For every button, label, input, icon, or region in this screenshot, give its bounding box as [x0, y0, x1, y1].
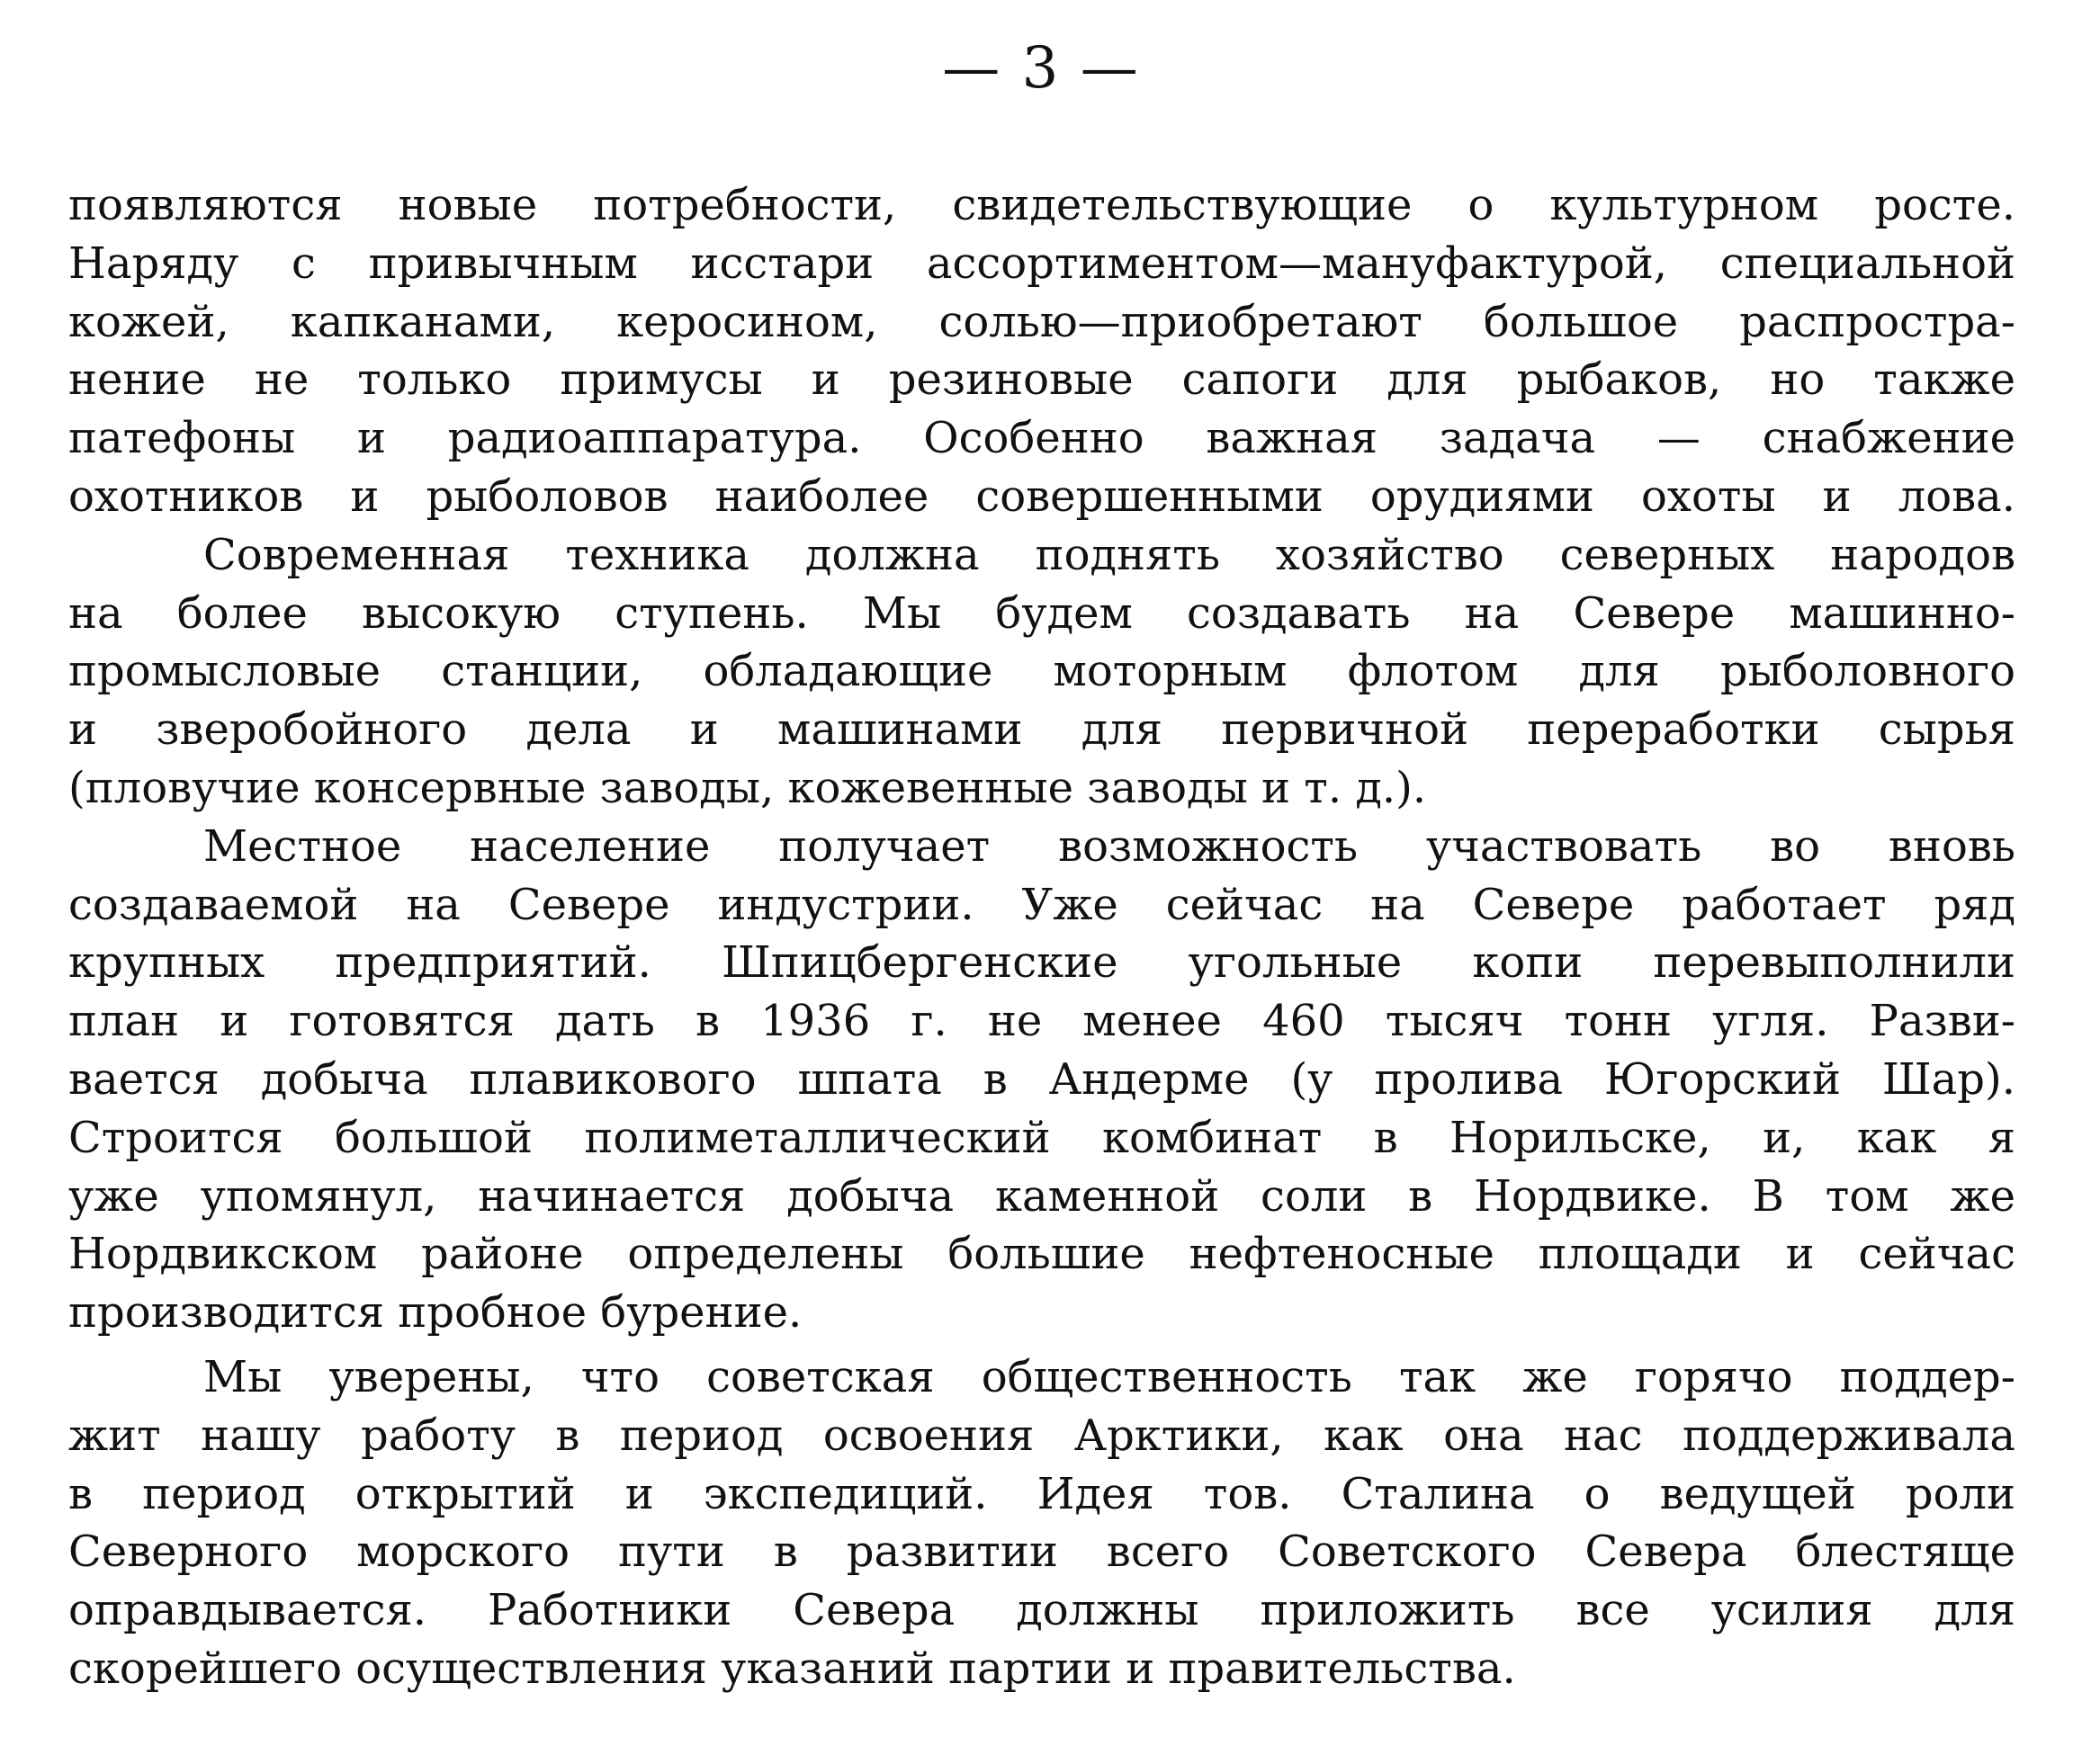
paragraph-3 — [68, 818, 2015, 1342]
text-line: охотников и рыболовов наиболее совершенными орудиями охоты и лова. — [68, 470, 2015, 522]
paragraph-2 — [68, 526, 2015, 818]
text-body — [68, 176, 2015, 1698]
text-line: скорейшего осуществления указаний партии и правительства. — [68, 1643, 1516, 1694]
page-number: — 3 — — [942, 35, 1140, 102]
text-line: Северного морского пути в развитии всего Советского Севера блестяще — [68, 1527, 2015, 1578]
paragraph-1 — [68, 176, 2015, 526]
text-line: (пловучие консервные заводы, кожевенные заводы и т. д.). — [68, 762, 1427, 813]
text-line: Наряду с привычным исстари ассортиментом—мануфактурой, специальной — [68, 237, 2015, 289]
text-line: Современная техника должна поднять хозяйство северных народов — [203, 529, 2015, 580]
text-line: промысловые станции, обладающие моторным флотом для рыболовного — [68, 646, 2015, 697]
text-line: нение не только примусы и резиновые сапоги для рыбаков, но также — [68, 354, 2015, 406]
text-line: кожей, капканами, керосином, солью—приобретают большое распростра- — [68, 296, 2015, 347]
text-line: появляются новые потребности, свидетельствующие о культурном росте. — [68, 180, 2015, 230]
text-line: создаваемой на Севере индустрии. Уже сейчас на Севере работает ряд — [68, 879, 2015, 930]
text-line: уже упомянул, начинается добыча каменной соли в Нордвике. В том же — [68, 1170, 2015, 1222]
text-line: Местное население получает возможность участвовать во вновь — [203, 820, 2015, 872]
text-line: патефоны и радиоаппаратура. Особенно важная задача — снабжение — [68, 413, 2015, 464]
text-line: крупных предприятий. Шпицбергенские угольные копи перевыполнили — [68, 937, 2015, 989]
text-line: Нордвикском районе определены большие нефтеносные площади и сейчас — [68, 1229, 2015, 1280]
text-line: оправдывается. Работники Севера должны приложить все усилия для — [68, 1585, 2015, 1636]
text-line: Мы уверены, что советская общественность так же горячо поддер- — [203, 1351, 2015, 1402]
text-line: и зверобойного дела и машинами для первичной переработки сырья — [68, 704, 2015, 756]
paragraph-4 — [68, 1348, 2015, 1698]
text-line: в период открытий и экспедиций. Идея тов. Сталина о ведущей роли — [68, 1468, 2015, 1519]
text-line: жит нашу работу в период освоения Арктики, как она нас поддерживала — [68, 1410, 2015, 1461]
text-line: план и готовятся дать в 1936 г. не менее 460 тысяч тонн угля. Разви- — [68, 996, 2015, 1047]
text-line: производится пробное бурение. — [68, 1287, 803, 1339]
text-line: вается добыча плавикового шпата в Андерме (у пролива Югорский Шар). — [68, 1053, 2015, 1105]
text-line: Строится большой полиметаллический комбинат в Норильске, и, как я — [68, 1112, 2015, 1163]
text-line: на более высокую ступень. Мы будем создавать на Севере машинно- — [68, 587, 2015, 639]
